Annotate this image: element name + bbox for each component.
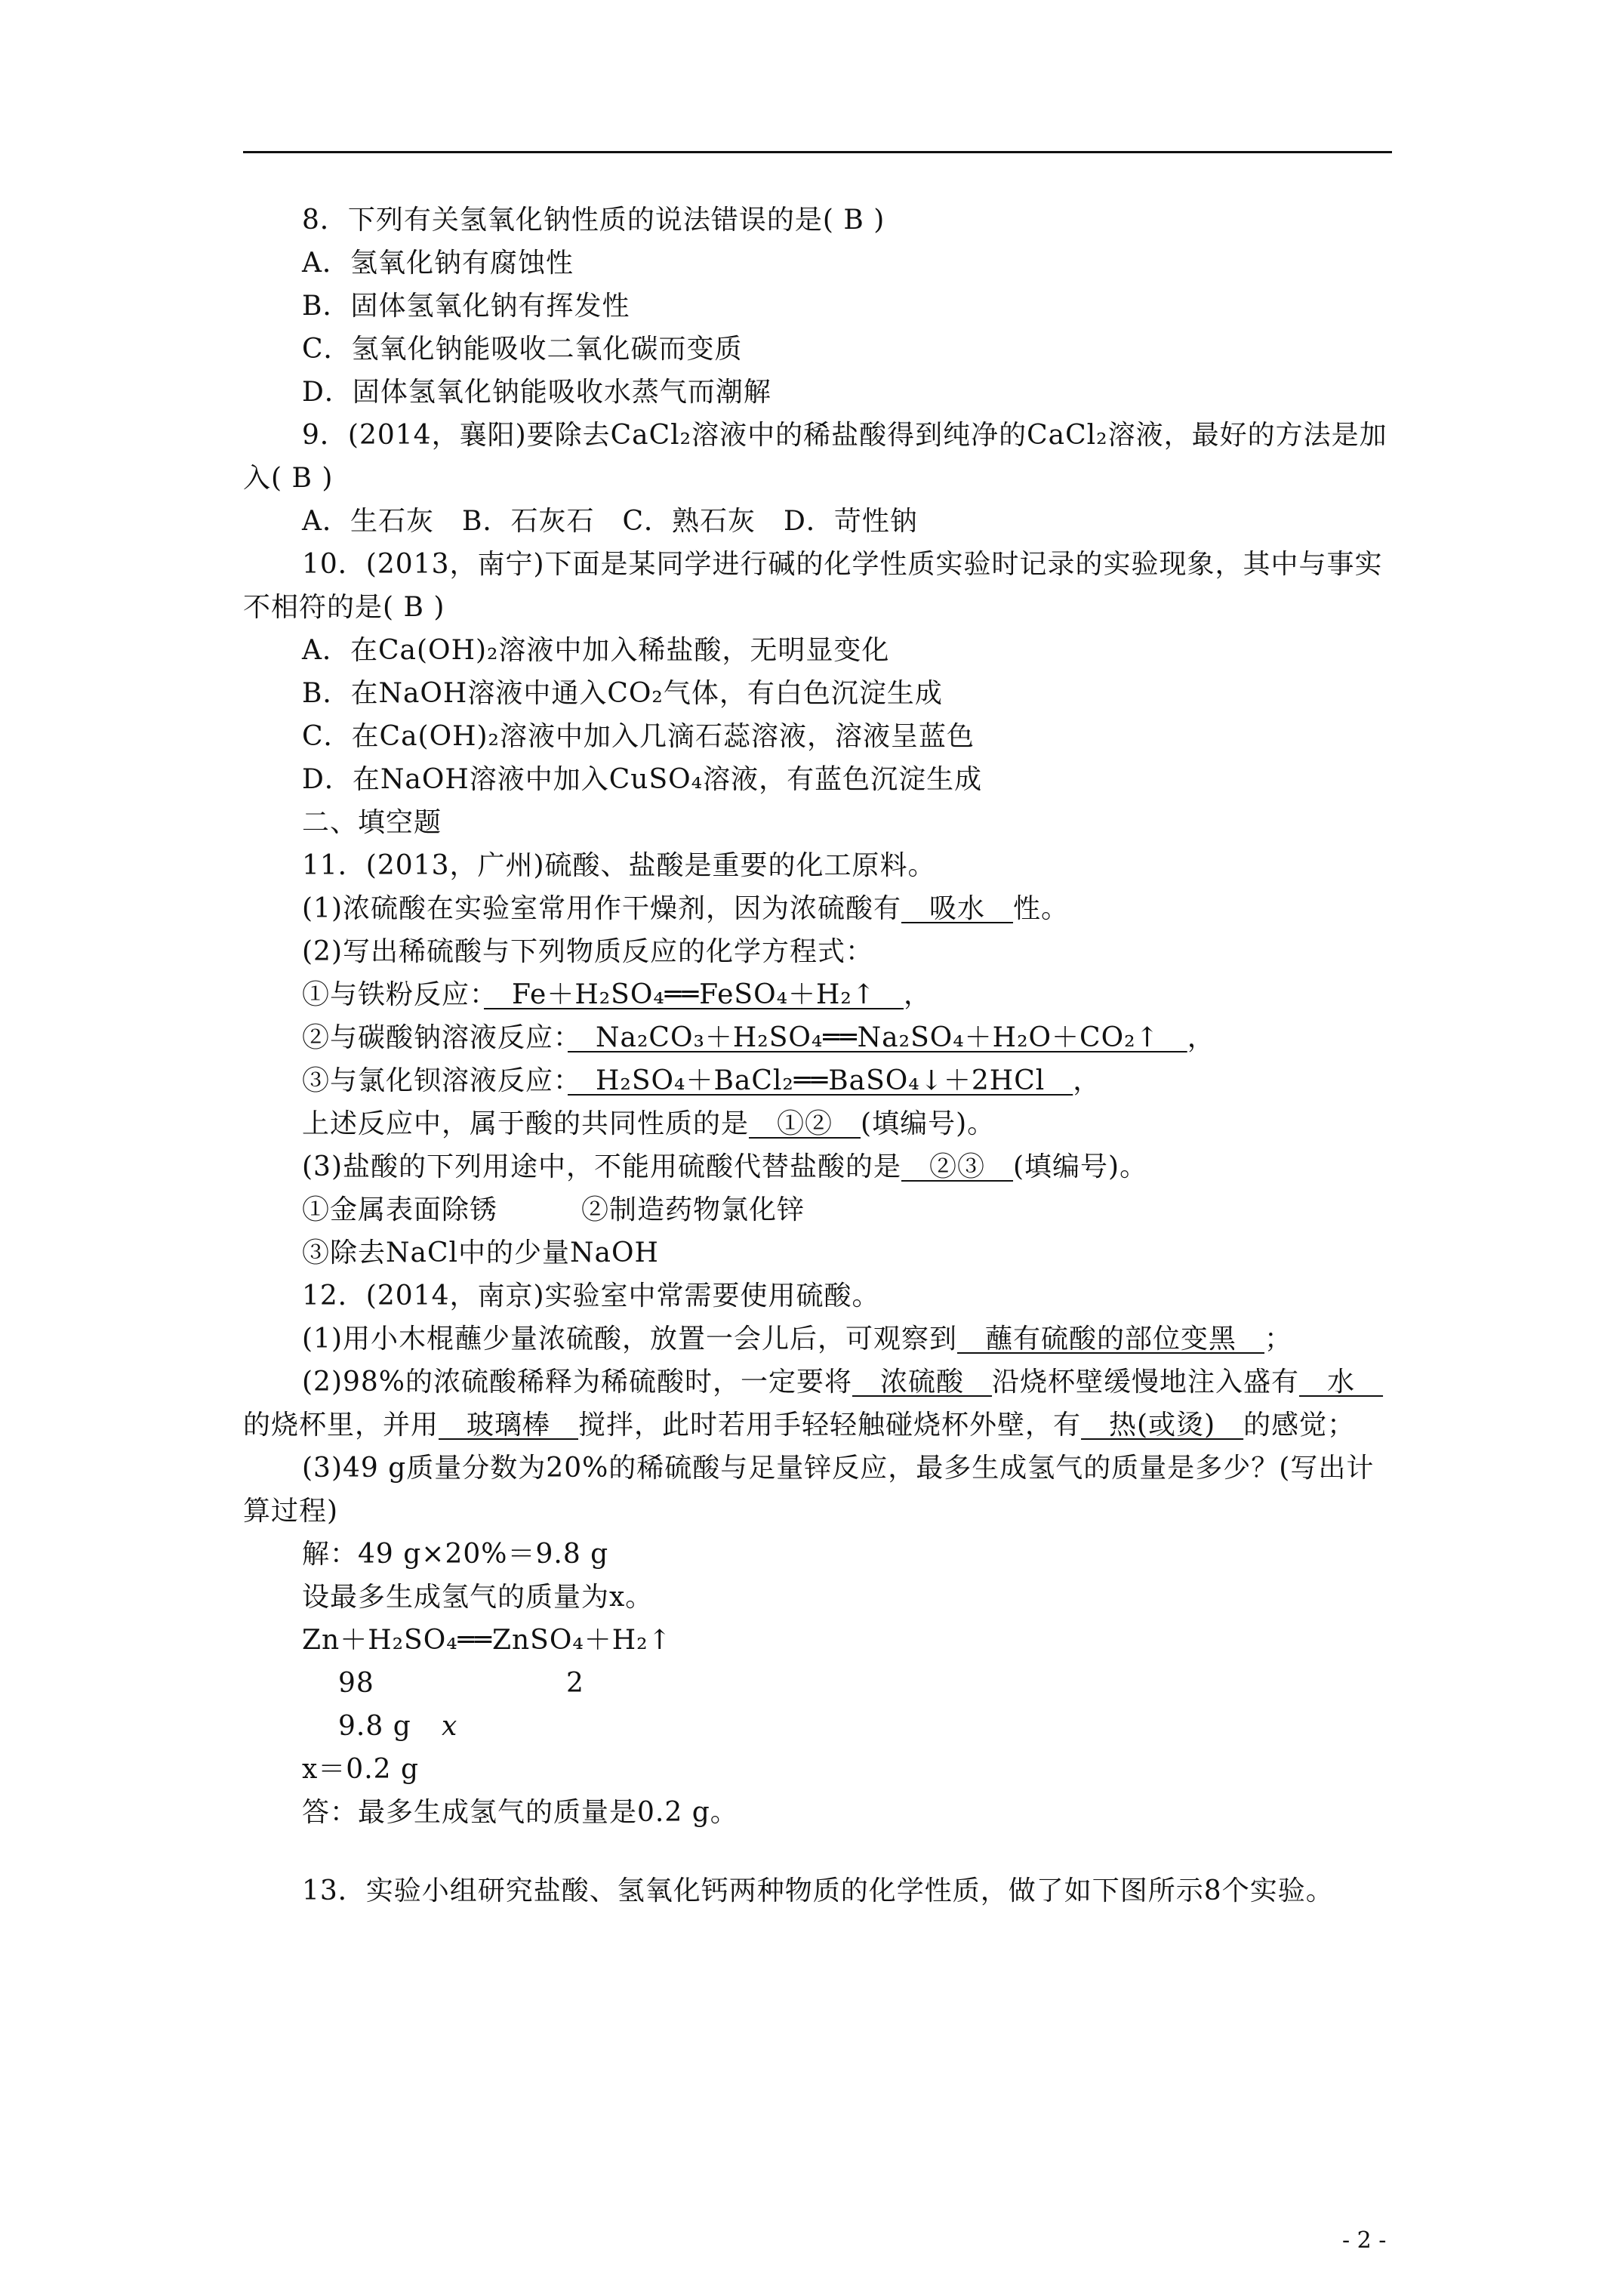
- text: (填编号)。: [861, 1108, 996, 1139]
- header-rule: [243, 151, 1392, 153]
- solution-answer: 答：最多生成氢气的质量是0.2 g。: [302, 1797, 738, 1828]
- text: 沿烧杯壁缓慢地注入盛有: [992, 1367, 1300, 1398]
- q9-stem-line2: 入( B ): [243, 463, 334, 494]
- q11-equation-1: [302, 978, 932, 1012]
- q11-equation-2: [302, 1022, 1215, 1055]
- q11-part1: [302, 892, 1069, 926]
- q12-part2-line2: [243, 1409, 1355, 1442]
- text: ，: [904, 979, 932, 1010]
- solution-ratio-9-8g: 9.8 g: [338, 1711, 411, 1742]
- q12-part2-line1: [302, 1366, 1383, 1399]
- q10-option-c: C．在Ca(OH)₂溶液中加入几滴石蕊溶液，溶液呈蓝色: [302, 721, 975, 752]
- q8-option-b: B．固体氢氧化钠有挥发性: [302, 291, 630, 322]
- q10-option-d: D．在NaOH溶液中加入CuSO₄溶液，有蓝色沉淀生成: [302, 764, 983, 795]
- answer-blank: 蘸有硫酸的部位变黑: [957, 1324, 1265, 1354]
- text: ③与氯化钡溶液反应：: [302, 1065, 568, 1096]
- answer-blank: 热(或烫): [1081, 1410, 1244, 1441]
- q13-stem: 13．实验小组研究盐酸、氢氧化钙两种物质的化学性质，做了如下图所示8个实验。: [302, 1875, 1334, 1906]
- text: 的烧杯里，并用: [243, 1410, 439, 1441]
- q11-stem: 11．(2013，广州)硫酸、盐酸是重要的化工原料。: [302, 850, 936, 881]
- solution-step-1: 解：49 g×20%＝9.8 g: [302, 1539, 609, 1570]
- solution-result: x＝0.2 g: [302, 1754, 420, 1785]
- q9-stem-line1: 9．(2014，襄阳)要除去CaCl₂溶液中的稀盐酸得到纯净的CaCl₂溶液，最好的方法是加: [302, 420, 1387, 451]
- text: ；: [1264, 1324, 1293, 1354]
- answer-blank: ①②: [749, 1108, 861, 1139]
- text: (2)98%的浓硫酸稀释为稀硫酸时，一定要将: [302, 1367, 853, 1398]
- q9-options: A．生石灰 B．石灰石 C．熟石灰 D．苛性钠: [302, 506, 918, 537]
- solution-step-2: 设最多生成氢气的质量为x。: [302, 1582, 654, 1613]
- section-heading-fill-in: 二、填空题: [302, 807, 442, 838]
- q8-option-a: A．氢氧化钠有腐蚀性: [302, 248, 574, 279]
- q11-part3-choices-2: ③除去NaCl中的少量NaOH: [302, 1237, 659, 1268]
- q8-stem: 8．下列有关氢氧化钠性质的说法错误的是( B ): [302, 205, 885, 236]
- q10-stem-line2: 不相符的是( B ): [243, 592, 445, 623]
- answer-blank: 玻璃棒: [439, 1410, 579, 1441]
- text: ①与铁粉反应：: [302, 979, 485, 1010]
- text: 的感觉；: [1243, 1410, 1356, 1441]
- answer-blank: Na₂CO₃＋H₂SO₄══Na₂SO₄＋H₂O＋CO₂↑: [568, 1022, 1187, 1053]
- solution-ratio-98: 98: [338, 1668, 374, 1699]
- text: (1)用小木棍蘸少量浓硫酸，放置一会儿后，可观察到: [302, 1324, 957, 1354]
- text: 搅拌，此时若用手轻轻触碰烧杯外壁，有: [578, 1410, 1082, 1441]
- answer-blank: 浓硫酸: [852, 1367, 993, 1398]
- q10-option-b: B．在NaOH溶液中通入CO₂气体，有白色沉淀生成: [302, 678, 943, 709]
- q11-part3: [302, 1151, 1147, 1184]
- text: ，: [1073, 1065, 1101, 1096]
- q12-part3-line2: 算过程): [243, 1496, 339, 1527]
- page-number: - 2 -: [1342, 2227, 1387, 2254]
- solution-ratio-x: x: [442, 1711, 458, 1742]
- q11-common-property: [302, 1108, 995, 1141]
- q10-stem-line1: 10．(2013，南宁)下面是某同学进行碱的化学性质实验时记录的实验现象，其中与事实: [302, 549, 1383, 580]
- text: 上述反应中，属于酸的共同性质的是: [302, 1108, 750, 1139]
- text: ②与碳酸钠溶液反应：: [302, 1022, 568, 1053]
- solution-equation: Zn＋H₂SO₄══ZnSO₄＋H₂↑: [302, 1625, 672, 1656]
- answer-blank: Fe＋H₂SO₄══FeSO₄＋H₂↑: [484, 979, 904, 1010]
- answer-blank: 吸水: [901, 893, 1014, 924]
- text: 性。: [1013, 893, 1070, 924]
- solution-ratio-2: 2: [566, 1668, 584, 1699]
- q11-part3-choices-1: ①金属表面除锈 ②制造药物氯化锌: [302, 1194, 805, 1225]
- q12-part1: [302, 1323, 1292, 1356]
- answer-blank: H₂SO₄＋BaCl₂══BaSO₄↓＋2HCl: [568, 1065, 1073, 1096]
- q10-option-a: A．在Ca(OH)₂溶液中加入稀盐酸，无明显变化: [302, 635, 890, 666]
- answer-blank: 水: [1299, 1367, 1384, 1398]
- q8-option-c: C．氢氧化钠能吸收二氧化碳而变质: [302, 334, 743, 365]
- q11-part2-stem: (2)写出稀硫酸与下列物质反应的化学方程式：: [302, 936, 873, 967]
- q11-equation-3: [302, 1065, 1101, 1098]
- text: (1)浓硫酸在实验室常用作干燥剂，因为浓硫酸有: [302, 893, 901, 924]
- answer-blank: ②③: [901, 1151, 1014, 1182]
- text: ，: [1187, 1022, 1215, 1053]
- q12-part3-line1: (3)49 g质量分数为20%的稀硫酸与足量锌反应，最多生成氢气的质量是多少？(写出计: [302, 1453, 1375, 1484]
- text: (填编号)。: [1013, 1151, 1148, 1182]
- q8-option-d: D．固体氢氧化钠能吸收水蒸气而潮解: [302, 377, 771, 408]
- q12-stem: 12．(2014，南京)实验室中常需要使用硫酸。: [302, 1281, 880, 1311]
- text: (3)盐酸的下列用途中，不能用硫酸代替盐酸的是: [302, 1151, 901, 1182]
